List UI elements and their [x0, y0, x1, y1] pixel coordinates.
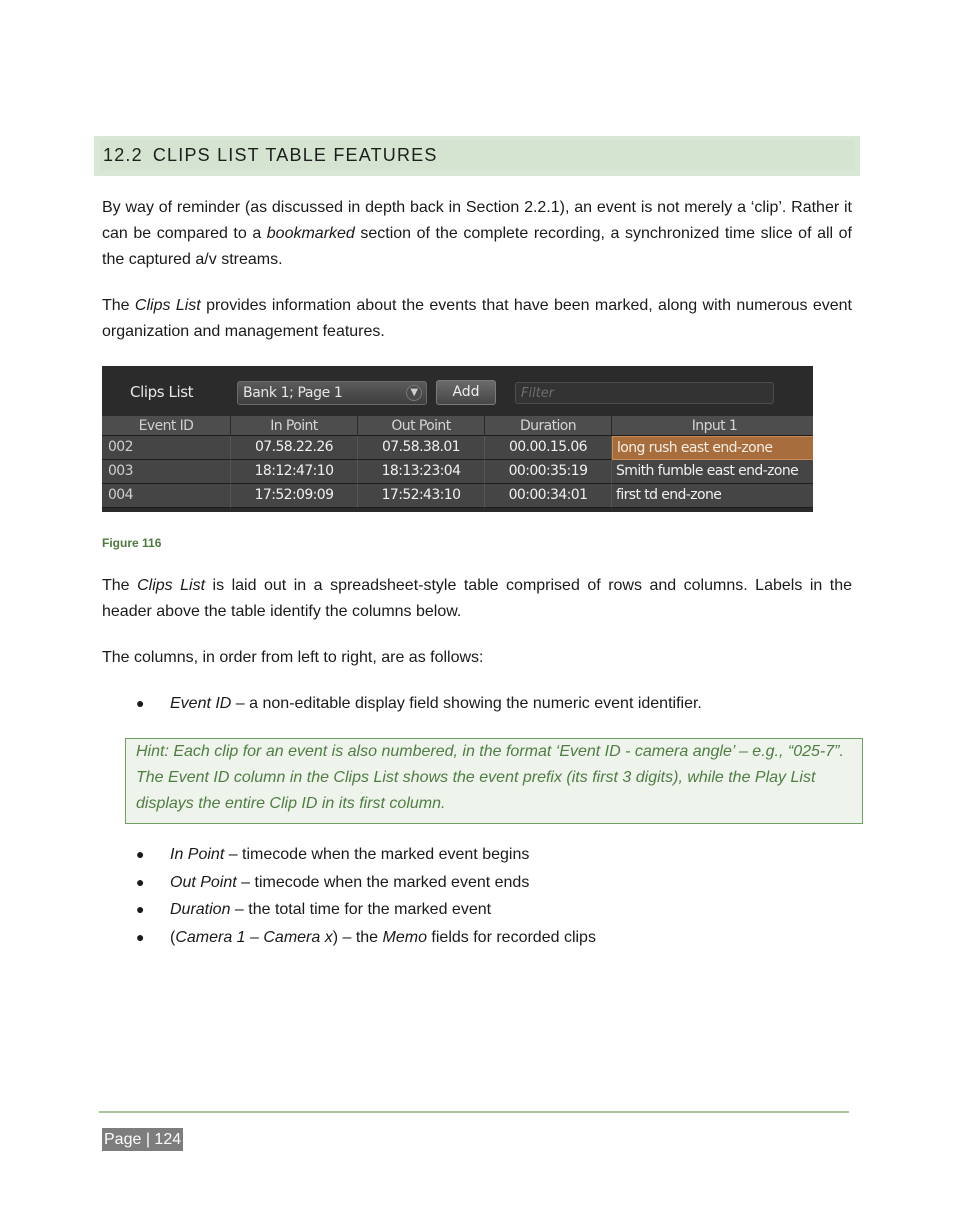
bullet-icon: ●	[136, 901, 145, 918]
input-1-cell[interactable]: first td end-zone	[612, 484, 813, 508]
bullet-list-columns	[136, 841, 596, 952]
list-item	[136, 841, 596, 869]
in-point-cell[interactable]: 07.58.22.26	[231, 436, 358, 460]
column-header-out-point[interactable]: Out Point	[358, 416, 485, 436]
paragraph-emphasis: bookmarked	[266, 225, 355, 242]
list-item-text	[170, 841, 529, 869]
list-item-desc: – the total time for the marked event	[230, 901, 492, 919]
out-point-cell[interactable]: 18:13:23:04	[358, 460, 485, 484]
bullet-list-event-id	[136, 690, 702, 718]
event-id-cell[interactable]: 002	[102, 436, 231, 460]
table-row[interactable]	[102, 436, 813, 460]
list-item-text	[170, 924, 596, 952]
paragraph-text: section of the complete recording, a synchronized time slice of all of the captured a/v streams.	[102, 225, 852, 268]
paragraph-emphasis: Clips List	[134, 297, 201, 314]
column-header-in-point[interactable]: In Point	[231, 416, 358, 436]
bullet-icon: ●	[136, 695, 145, 711]
input-1-cell[interactable]: Smith fumble east end-zone	[612, 460, 813, 484]
list-item	[136, 690, 702, 718]
duration-cell[interactable]: 00:00:35:19	[485, 460, 612, 484]
list-item-text-part: fields for recorded clips	[426, 929, 596, 947]
section-heading-bar	[94, 136, 860, 176]
list-item-text	[170, 896, 491, 924]
bullet-icon: ●	[136, 873, 145, 890]
bullet-icon: ●	[136, 846, 145, 862]
input-1-cell-selected[interactable]: long rush east end-zone	[612, 436, 813, 460]
list-item	[136, 896, 596, 924]
add-button[interactable]: Add	[436, 380, 496, 405]
list-item-text	[170, 690, 702, 718]
paragraph-columns-intro: The columns, in order from left to right, are as follows:	[102, 649, 484, 666]
list-item-desc: – timecode when the marked event begins	[224, 846, 530, 863]
duration-cell[interactable]: 00:00:34:01	[485, 484, 612, 508]
filter-input[interactable]	[515, 382, 774, 404]
event-id-cell[interactable]: 004	[102, 484, 231, 508]
in-point-cell[interactable]: 17:52:09:09	[231, 484, 358, 508]
footer-divider	[99, 1111, 849, 1113]
list-item	[136, 924, 596, 952]
list-item-term: Memo	[382, 929, 427, 947]
clips-list-title: Clips List	[130, 383, 194, 401]
paragraph-text: is laid out in a spreadsheet-style table comprised of rows and columns. Labels in the header above the table identify the columns below.	[102, 577, 853, 620]
paragraph-clips-list	[102, 293, 852, 345]
out-point-cell[interactable]: 17:52:43:10	[358, 484, 485, 508]
paragraph-intro	[102, 195, 852, 273]
list-item-term: Out Point	[170, 873, 237, 891]
section-title: CLIPS LIST TABLE FEATURES	[152, 144, 438, 165]
in-point-cell[interactable]: 18:12:47:10	[231, 460, 358, 484]
table-row[interactable]	[102, 460, 813, 484]
paragraph-text: provides information about the events that have been marked, along with numerous event organization and management features.	[102, 297, 853, 340]
section-heading	[100, 140, 854, 170]
out-point-cell[interactable]: 07.58.38.01	[358, 436, 485, 460]
list-item-desc: – a non-editable display field showing the numeric event identifier.	[231, 695, 702, 712]
column-header-input-1[interactable]: Input 1	[612, 416, 813, 436]
event-id-cell[interactable]: 003	[102, 460, 231, 484]
list-item	[136, 869, 596, 897]
list-item-term: Camera 1 – Camera x	[175, 929, 333, 947]
column-header-event-id[interactable]: Event ID	[102, 416, 231, 436]
list-item-term: Event ID	[170, 695, 232, 712]
dropdown-arrow-icon[interactable]: ▼	[406, 385, 422, 401]
clips-list-panel	[102, 366, 813, 512]
column-header-duration[interactable]: Duration	[485, 416, 612, 436]
bank-page-value: Bank 1; Page 1	[243, 385, 343, 401]
list-item-desc: – timecode when the marked event ends	[236, 873, 530, 891]
section-number: 12.2	[103, 144, 143, 165]
list-item-term: In Point	[170, 846, 225, 863]
list-item-text-part: ) – the	[332, 929, 383, 947]
figure-caption: Figure 116	[102, 536, 162, 550]
bank-page-dropdown[interactable]	[237, 381, 427, 405]
table-header-row	[102, 416, 813, 436]
paragraph-text: The	[102, 297, 135, 314]
clips-table	[102, 416, 813, 508]
list-item-text	[170, 869, 529, 897]
page-number: Page | 124	[102, 1128, 183, 1151]
table-row[interactable]	[102, 484, 813, 508]
list-item-text-part: (	[170, 929, 176, 947]
list-item-term: Duration	[170, 901, 231, 919]
paragraph-layout	[102, 573, 852, 625]
hint-box	[125, 738, 863, 824]
paragraph-text: By way of reminder (as discussed in depth back in Section 2.2.1), an event is not merely a ‘clip’. Rather it can be compared to a	[102, 199, 852, 242]
duration-cell[interactable]: 00.00.15.06	[485, 436, 612, 460]
paragraph-emphasis: Clips List	[137, 577, 206, 594]
hint-text: Hint: Each clip for an event is also numbered, in the format ‘Event ID - camera angle’ – e.g., “025-7”. The Event ID column in the Clips List shows the event prefix (its first 3 digits), while the Play List displays the entire Clip ID in its first column.	[136, 743, 844, 812]
paragraph-text: The	[102, 577, 138, 594]
bullet-icon: ●	[136, 929, 145, 946]
